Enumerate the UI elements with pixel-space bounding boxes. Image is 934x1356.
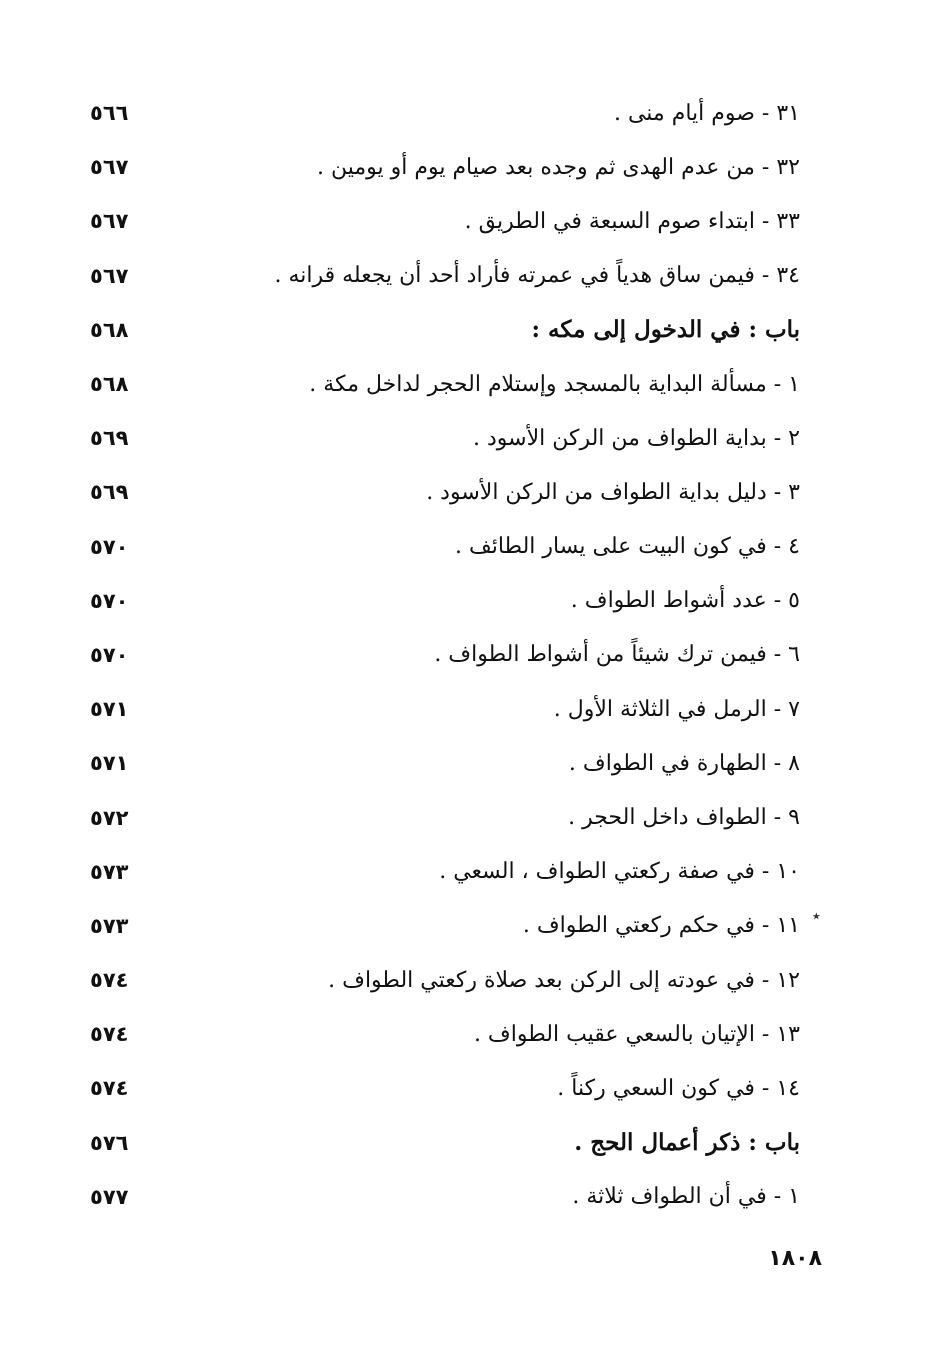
- toc-entry-text: ١٢ - في عودته إلى الركن بعد صلاة ركعتي الطواف .: [328, 967, 800, 993]
- toc-page-number: ٥٧٤: [90, 968, 129, 993]
- toc-entry: [90, 845, 800, 899]
- toc-page-number: ٥٧١: [90, 697, 129, 722]
- toc-entry: [90, 520, 800, 574]
- toc-page-number: ٥٦٧: [90, 263, 129, 288]
- page-number: ١٨٠٨: [768, 1246, 822, 1271]
- toc-entry: [90, 953, 800, 1007]
- toc-section-heading: [90, 1116, 800, 1170]
- toc-entry-text: ٨ - الطهارة في الطواف .: [568, 750, 800, 776]
- toc-entry: [90, 357, 800, 411]
- toc-entry-text: ١ - مسألة البداية بالمسجد وإستلام الحجر لداخل مكة .: [309, 371, 800, 397]
- toc-entry-text: ٣٤ - فيمن ساق هدياً في عمرته فأراد أحد أن يجعله قرانه .: [274, 263, 800, 289]
- toc-page-number: ٥٧٢: [90, 805, 129, 830]
- toc-entry: [90, 249, 800, 303]
- toc-entry: [90, 1007, 800, 1061]
- toc-entry: [90, 1061, 800, 1115]
- toc-entry: [90, 411, 800, 465]
- toc-page-number: ٥٦٩: [90, 480, 129, 505]
- toc-entry: [90, 790, 800, 844]
- toc-entry: [90, 1170, 800, 1224]
- toc-entry-text: ٣ - دليل بداية الطواف من الركن الأسود .: [426, 479, 800, 505]
- toc-page-number: ٥٧٤: [90, 1076, 129, 1101]
- toc-entry: [90, 682, 800, 736]
- toc-page-number: ٥٧٠: [90, 588, 129, 613]
- toc-page-number: ٥٧٠: [90, 534, 129, 559]
- toc-entry-text: ٥ - عدد أشواط الطواف .: [570, 588, 800, 614]
- toc-entry-text: ١٣ - الإتيان بالسعي عقيب الطواف .: [473, 1021, 800, 1047]
- toc-page-number: ٥٧٣: [90, 859, 129, 884]
- toc-entry: [90, 899, 800, 953]
- toc-page-number: ٥٧٧: [90, 1184, 129, 1209]
- toc-entry-text: ١٠ - في صفة ركعتي الطواف ، السعي .: [439, 859, 800, 885]
- toc-section-heading: [90, 303, 800, 357]
- toc-entry: [90, 465, 800, 519]
- toc-page-number: ٥٦٦: [90, 101, 129, 126]
- table-of-contents: [90, 86, 800, 1224]
- toc-page-number: ٥٧١: [90, 751, 129, 776]
- toc-page-number: ٥٧٠: [90, 642, 129, 667]
- toc-entry-text: ٤ - في كون البيت على يسار الطائف .: [454, 534, 800, 560]
- toc-page-number: ٥٦٨: [90, 317, 129, 342]
- toc-entry: [90, 86, 800, 140]
- toc-page-number: ٥٦٧: [90, 209, 129, 234]
- toc-page-number: ٥٧٣: [90, 913, 129, 938]
- toc-entry: [90, 736, 800, 790]
- toc-entry-text: ١ - في أن الطواف ثلاثة .: [572, 1184, 800, 1210]
- toc-entry: [90, 194, 800, 248]
- toc-entry-text: ٢ - بداية الطواف من الركن الأسود .: [472, 425, 800, 451]
- toc-entry: [90, 140, 800, 194]
- toc-entry-text: ١٤ - في كون السعي ركناً .: [557, 1075, 800, 1101]
- toc-entry-text: ٣١ - صوم أيام منى .: [613, 100, 800, 126]
- toc-page-number: ٥٦٨: [90, 372, 129, 397]
- margin-mark: ٭: [812, 906, 821, 925]
- section-heading-text: باب : في الدخول إلى مكه :: [531, 316, 800, 344]
- toc-entry-text: ١١ - في حكم ركعتي الطواف .: [522, 913, 800, 939]
- toc-entry: [90, 628, 800, 682]
- toc-entry: [90, 574, 800, 628]
- toc-entry-text: ٣٣ - ابتداء صوم السبعة في الطريق .: [464, 208, 800, 234]
- toc-entry-text: ٦ - فيمن ترك شيئاً من أشواط الطواف .: [434, 642, 800, 668]
- toc-page-number: ٥٧٤: [90, 1022, 129, 1047]
- toc-page-number: ٥٧٦: [90, 1130, 129, 1155]
- toc-entry-text: ٧ - الرمل في الثلاثة الأول .: [553, 696, 800, 722]
- toc-entry-text: ٣٢ - من عدم الهدى ثم وجده بعد صيام يوم أو يومين .: [316, 154, 800, 180]
- section-heading-text: باب : ذكر أعمال الحج .: [574, 1129, 800, 1157]
- toc-page-number: ٥٦٩: [90, 426, 129, 451]
- toc-page-number: ٥٦٧: [90, 155, 129, 180]
- toc-entry-text: ٩ - الطواف داخل الحجر .: [568, 805, 800, 831]
